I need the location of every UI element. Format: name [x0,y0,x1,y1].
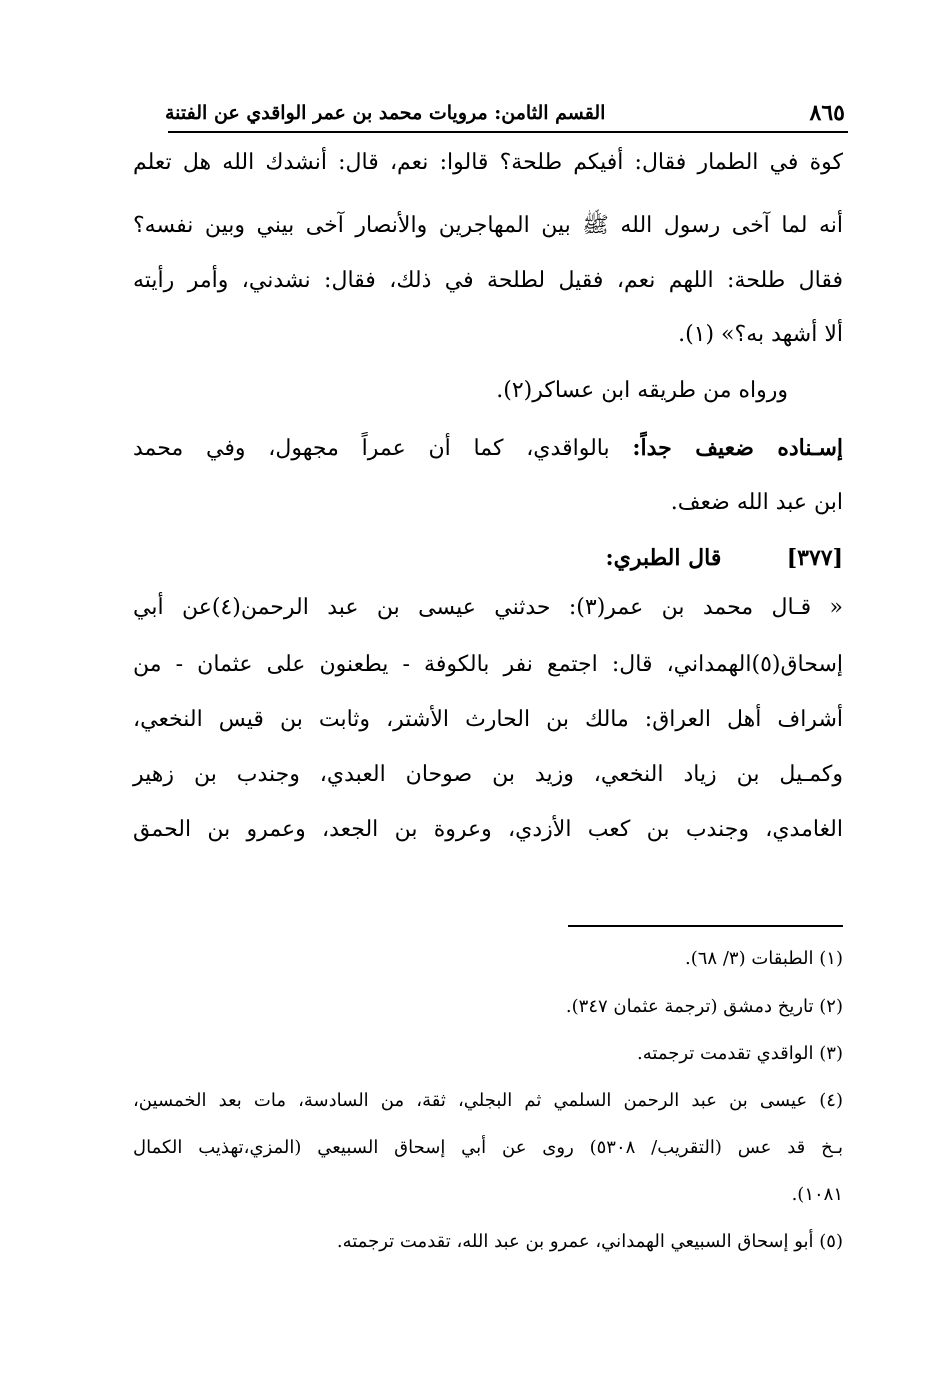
section-label: قال الطبري: [605,545,722,571]
isnad-text: بالواقدي، كما أن عمراً مجهول، وفي محمد [133,436,633,461]
narration-line: ورواه من طريقه ابن عساكر(٢). [496,378,788,403]
footnote: (٤) عيسى بن عبد الرحمن السلمي ثم البجلي، ثقة، من السادسة، مات بعد الخمسين، [133,1090,843,1111]
header-rule [168,131,848,133]
footnote-continuation: بـخ قد عس (التقريب/ ٥٣٠٨) روى عن أبي إسحاق السبيعي (المزي،تهذيب الكمال [133,1137,844,1158]
body-line: كوة في الطمار فقال: أفيكم طلحة؟ قالوا: نعم، قال: أنشدك الله هل تعلم [133,150,843,175]
section-heading [606,545,843,571]
footnote: (٣) الواقدي تقدمت ترجمته. [637,1043,843,1064]
body-line: فقال طلحة: اللهم نعم، فقيل لطلحة في ذلك، فقال: نشدني، وأمر رأيته [133,268,843,293]
footnote: (٥) أبو إسحاق السبيعي الهمداني، عمرو بن عبد الله، تقدمت ترجمته. [336,1231,843,1252]
running-header [165,100,845,132]
footnote-continuation: ١٠٨١). [791,1184,843,1205]
section-line: « قـال محمد بن عمر(٣): حدثني عيسى بن عبد الرحمن(٤)عن أبي [133,595,843,620]
footnote: (١) الطبقات (٣/ ٦٨). [685,948,843,969]
section-line: الغامدي، وجندب بن كعب الأزدي، وعروة بن الجعد، وعمرو بن الحمق [133,817,843,842]
section-number: [٣٧٧] [786,545,843,571]
page-number: ٨٦٥ [809,100,845,126]
section-line: إسحاق(٥)الهمداني، قال: اجتمع نفر بالكوفة - يطعنون على عثمان - من [133,652,843,677]
section-line: أشراف أهل العراق: مالك بن الحارث الأشتر، وثابت بن قيس النخعي، [133,707,843,732]
section-line: وكمـيل بن زياد النخعي، وزيد بن صوحان العبدي، وجندب بن زهير [133,762,843,787]
footnote: (٢) تاريخ دمشق (ترجمة عثمان ٣٤٧). [565,996,843,1017]
isnad-line [133,435,843,461]
body-line: أنه لما آخى رسول الله ﷺ بين المهاجرين والأنصار آخى بيني وبين نفسه؟ [133,213,843,238]
isnad-label: إسـناده ضعيف جداً: [632,435,843,461]
running-title: القسم الثامن: مرويات محمد بن عمر الواقدي عن الفتنة [165,102,606,124]
footnote-rule [568,925,843,927]
body-line: ألا أشهد به؟» (١). [678,322,843,347]
isnad-line-2: ابن عبد الله ضعف. [670,490,843,515]
